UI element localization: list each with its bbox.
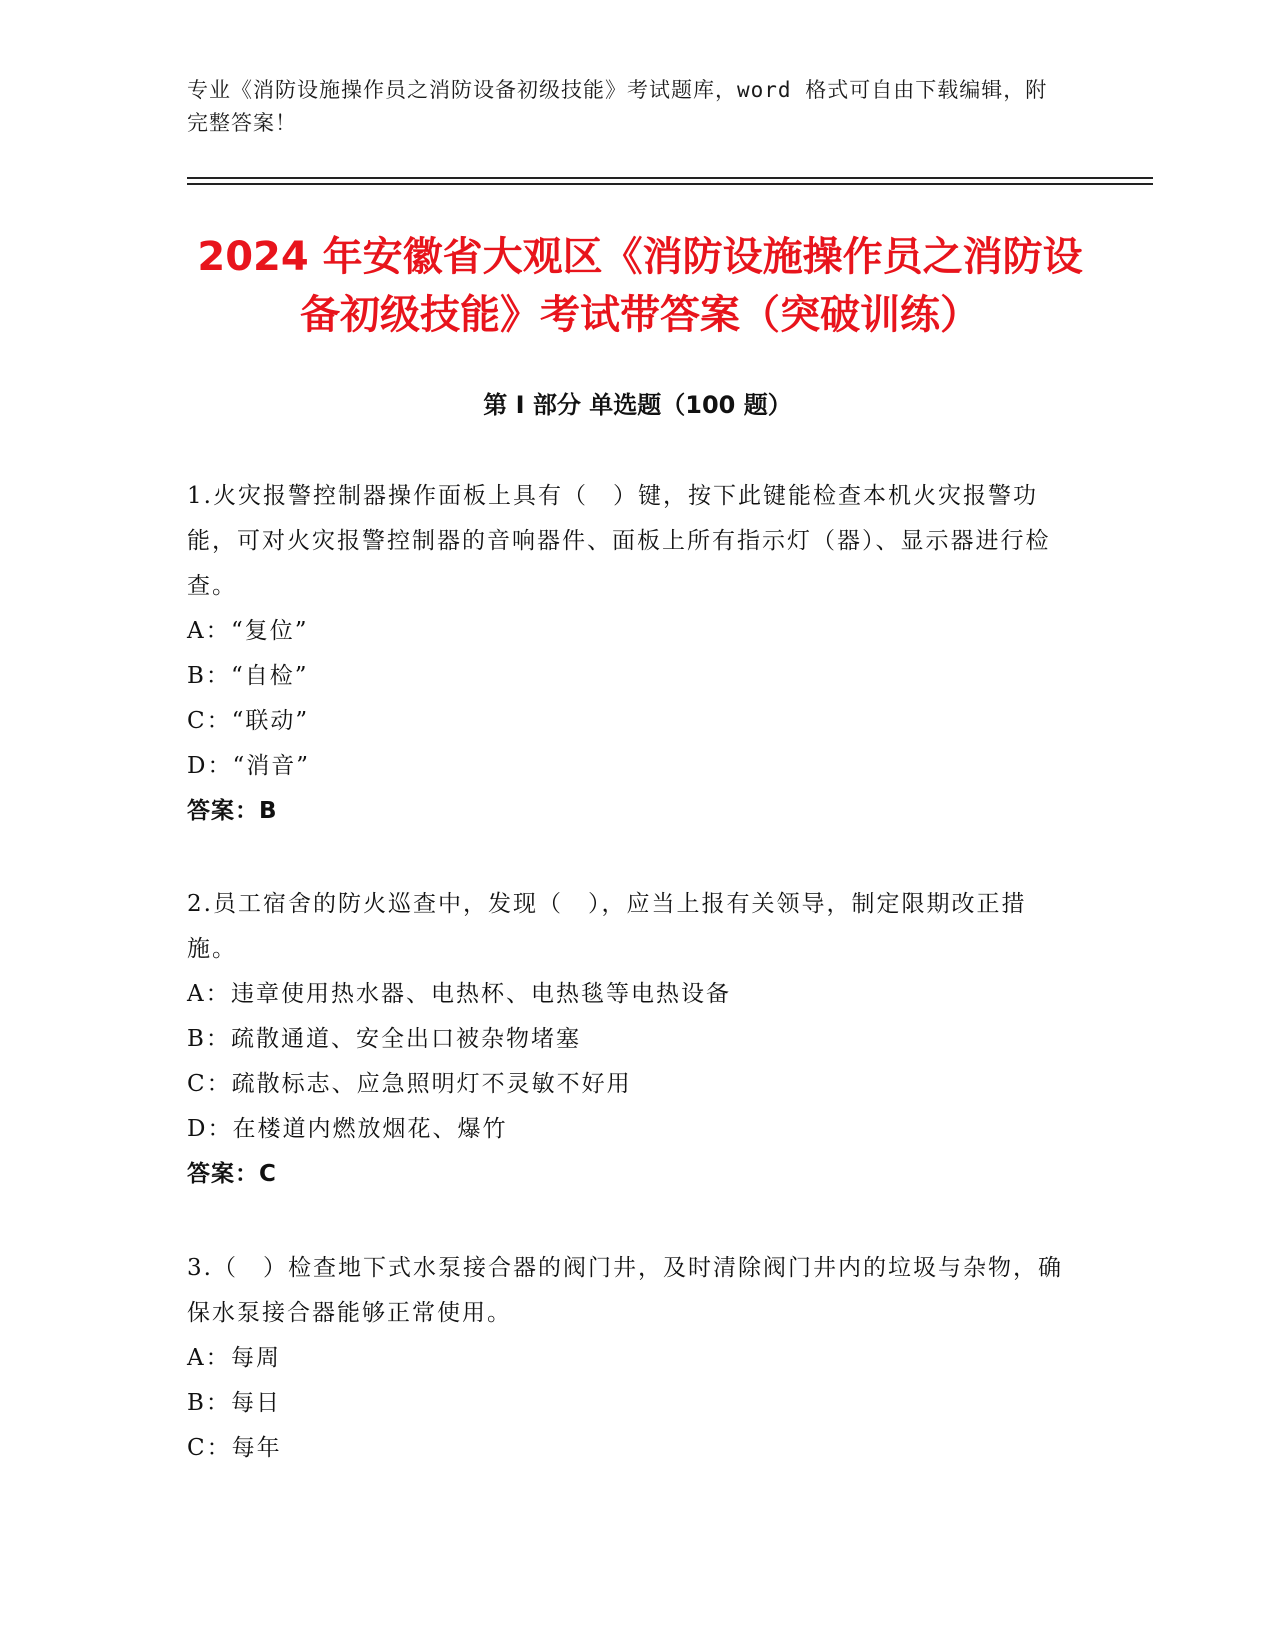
document-title: 2024 年安徽省大观区《消防设施操作员之消防设备初级技能》考试带答案（突破训练） [197, 234, 1083, 338]
option-c [187, 699, 1067, 744]
option-text: “联动” [231, 708, 310, 734]
section-heading: 第 I 部分 单选题（100 题） [483, 391, 792, 419]
option-c [187, 1062, 1067, 1107]
option-b [187, 654, 1067, 699]
option-key: A： [187, 981, 231, 1007]
option-key: B： [187, 1026, 231, 1052]
option-text: 每日 [231, 1390, 281, 1416]
option-b [187, 1017, 1067, 1062]
option-key: A： [187, 618, 231, 644]
option-text: 每年 [231, 1435, 282, 1461]
header-divider-top [187, 177, 1153, 179]
option-b [187, 1381, 1067, 1426]
option-d [187, 1107, 1067, 1152]
option-key: A： [187, 1345, 231, 1371]
question-1 [187, 474, 1067, 834]
option-key: D： [187, 1116, 233, 1142]
answer-label: 答案：C [187, 1161, 277, 1187]
option-key: B： [187, 663, 231, 689]
option-text: 违章使用热水器、电热杯、电热毯等电热设备 [231, 981, 731, 1007]
question-stem: 3.（ ）检查地下式水泵接合器的阀门井，及时清除阀门井内的垃圾与杂物，确保水泵接合器能够正常使用。 [187, 1255, 1063, 1326]
option-key: D： [187, 753, 233, 779]
option-key: C： [187, 708, 232, 734]
option-text: 在楼道内燃放烟花、爆竹 [232, 1116, 508, 1142]
document-header-note: 专业《消防设施操作员之消防设备初级技能》考试题库，word 格式可自由下载编辑，附完整答案！ [187, 78, 1048, 135]
header-divider-bottom [187, 183, 1153, 185]
option-key: B： [187, 1390, 231, 1416]
option-d [187, 744, 1067, 789]
answer-label: 答案：B [187, 798, 278, 824]
option-a [187, 609, 1067, 654]
option-text: “复位” [231, 618, 309, 644]
option-text: 疏散标志、应急照明灯不灵敏不好用 [231, 1071, 632, 1097]
question-3 [187, 1246, 1067, 1471]
option-c [187, 1426, 1067, 1471]
option-text: 每周 [231, 1345, 281, 1371]
option-key: C： [187, 1435, 232, 1461]
option-a [187, 1336, 1067, 1381]
question-stem: 2.员工宿舍的防火巡查中，发现（ ），应当上报有关领导，制定限期改正措施。 [187, 891, 1027, 962]
question-2 [187, 882, 1067, 1197]
option-a [187, 972, 1067, 1017]
question-stem: 1.火灾报警控制器操作面板上具有（ ）键，按下此键能检查本机火灾报警功能，可对火灾报警控制器的音响器件、面板上所有指示灯（器）、显示器进行检查。 [187, 483, 1051, 599]
option-text: “消音” [232, 753, 310, 779]
option-text: 疏散通道、安全出口被杂物堵塞 [231, 1026, 581, 1052]
option-key: C： [187, 1071, 232, 1097]
option-text: “自检” [231, 663, 309, 689]
